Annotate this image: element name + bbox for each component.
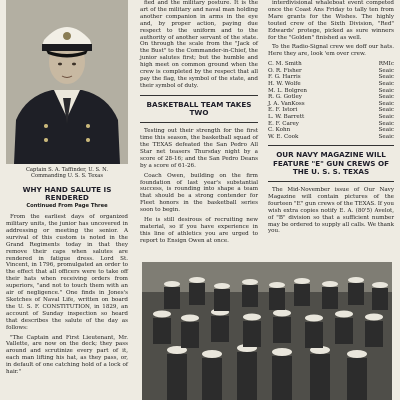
- roster-row: [268, 101, 394, 108]
- roster-rate: Seaic: [378, 94, 394, 101]
- roster-row: [268, 88, 394, 95]
- roster-name: E. F. Carey: [268, 120, 299, 127]
- article-paragraph: He is still desirous of recruiting new material, so if you have experience in this line of athletics you are urged to report to Ensign Owen at once.: [140, 217, 258, 244]
- roster-row: [268, 107, 394, 114]
- roster-rate: Seaic: [378, 107, 394, 114]
- roster-rate: Seaic: [378, 81, 394, 88]
- article-paragraph: From the earliest days of organized military units, the junior has uncovered in addressing or meeting the senior. A survival of this custom is noted in the Grand Regiments today in that they remove their caps when salutes are rendered in fatigue dress. Lord St. Vincent, in 1796, promulgated an order to the effect that all officers were to take off their hats when receiving orders from superiors, "and not to touch them with an air of negligence." One finds in Jones's Sketches of Naval Life, written on board the U. S. F. CONSTITUTION, in 1829, an account of Sunday inspection so heard that describes the salute of the day as follows:: [6, 214, 128, 331]
- roster-row: [268, 134, 394, 141]
- roster-name: W. E. Cook: [268, 133, 299, 140]
- article-paragraph: The Mid-November issue of Our Navy Magazine will contain pictures of the fourteen "E" gun crews of the TEXAS. If you wish extra copies notify E. A. (80'5) Avelot, of "B" division so that a sufficient number may be ordered to supply all calls. We thank you.: [268, 186, 395, 235]
- roster-name: F. G. Harris: [268, 74, 301, 81]
- roster-rate: Seaic: [378, 120, 394, 127]
- roster-row: [268, 68, 394, 75]
- article-paragraph: "The Captain and First Lieutenant, Mr. Vallette, are now on the deck; they pass around and scrutinize every part of it, each man lifting his hat, as they pass, or, in default of one catching hold of a lock of hair.": [6, 334, 128, 376]
- article-paragraph: fied and the military posture. It is the art of the military and naval man holding another companion in arms in the eye and, by proper action, paying due respect to the uniform and to the authority of another servant of the state. On through the scale from the "Jack of the Bust" to the Commander-in-Chief, the junior salutes first; but the humble and high meet on common ground when the crew is completed by the respect that all pay the flag, the symbol of the state, and their symbol of duty.: [140, 0, 258, 89]
- divider: [268, 145, 394, 146]
- roster-rate: RMIc: [378, 61, 394, 68]
- roster-row: [268, 127, 394, 134]
- article-paragraph: Testing out their strength for the first time this season, the basketball squad of the TEXAS defeated the San Pedro All Star net teasers Thursday night by a score of 28-16; and the San Pedro Deans by a score of 61-26.: [140, 128, 258, 169]
- roster-rate: Seaic: [378, 67, 394, 74]
- caption-line-2: Commanding U. S. S. Texas: [31, 173, 103, 180]
- roster-row: [268, 61, 394, 68]
- article-heading-navy-magazine: OUR NAVY MAGAZINE WILL FEATURE "E" GUN CREWS OF THE U. S. S. TEXAS: [272, 150, 389, 176]
- sailors-crowd-icon: [142, 262, 392, 400]
- caption-line-1: Captain S. A. Taffinder, U. S. N.: [25, 167, 109, 173]
- photo-caption: [6, 167, 128, 180]
- roster-rate: Seaic: [378, 100, 394, 107]
- article-paragraph: Coach Owen, building on the firm foundation of last year's substantial success, is rounding into shape a team that should be a strong contender for Fleet honors in the basketball series soon to begin.: [140, 172, 258, 214]
- roster-name: M. L. Bolgren: [268, 87, 307, 94]
- roster-name: O. R. Fisher: [268, 67, 302, 74]
- roster-row: [268, 74, 394, 81]
- divider: [140, 95, 258, 96]
- roster-row: [268, 94, 394, 101]
- roster-rate: Seaic: [378, 114, 394, 120]
- roster-name: R. G. Gotley: [268, 94, 302, 101]
- article-heading-salute: WHY HAND SALUTE IS RENDERED: [22, 184, 112, 203]
- captain-portrait-photo: [6, 0, 128, 164]
- divider: [268, 181, 394, 182]
- article-heading-basketball: BASKETBALL TEAM TAKES TWO: [146, 99, 252, 117]
- roster-name: J. A. VanKoss: [268, 100, 305, 107]
- roster-name: L. W. Barrett: [268, 114, 305, 120]
- captain-portrait-icon: [6, 0, 128, 164]
- roster-row: [268, 114, 394, 121]
- column-right: [268, 0, 394, 238]
- roster-rate: Seaic: [378, 87, 394, 94]
- column-left: [6, 0, 128, 379]
- column-middle: [140, 0, 258, 248]
- roster-row: [268, 121, 394, 128]
- continued-note: Continued From Page Three: [26, 203, 108, 210]
- article-paragraph: interdivisional whaleboat event competed once the Coast Ans Friday to tally ten from Mare grants for the Wishes. The highly touted crew of the Sixth Division, "Red" Edwards' protege, picked as sure winners for the "Golden" finished as well.: [268, 0, 394, 41]
- roster-rate: Seaic: [378, 127, 394, 134]
- roster-name: E. F. Istori: [268, 107, 298, 114]
- roster-row: [268, 81, 394, 88]
- gun-crew-group-photo: [142, 262, 392, 400]
- divider: [140, 122, 258, 123]
- roster-name: H. W. Wolfe: [268, 81, 301, 88]
- article-paragraph: To the Radio-Signal crew we doff our hats. Here they are, look 'em over crew.: [268, 44, 394, 58]
- roster-name: C. M. Smith: [268, 61, 302, 68]
- radio-signal-roster: [268, 61, 394, 140]
- roster-rate: Seaic: [378, 133, 394, 140]
- roster-rate: Seaic: [378, 74, 394, 81]
- roster-name: C. Kohn: [268, 127, 291, 134]
